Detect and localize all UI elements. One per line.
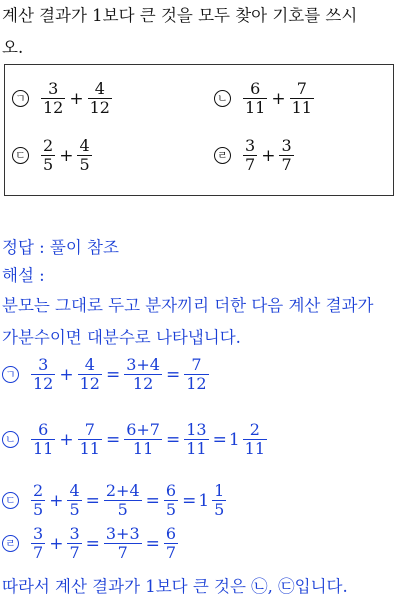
solution-3-sum-denominator: 5 — [117, 500, 128, 519]
solution-3-mixed-fraction — [212, 482, 226, 519]
option-3-fraction-a — [41, 137, 55, 174]
solution-3-sum — [104, 482, 142, 519]
solution-3-result-denominator: 5 — [165, 500, 177, 519]
solution-4-b-numerator: 3 — [69, 524, 80, 543]
option-1-fraction-a — [41, 80, 65, 117]
solution-2-a — [31, 421, 55, 458]
option-mark-ㄷ: ㄷ — [12, 147, 29, 164]
solution-4-b-denominator: 7 — [69, 543, 80, 562]
solution-4-a-denominator: 7 — [33, 543, 44, 562]
option-3-fraction-b-numerator: 4 — [79, 136, 90, 155]
equals-sign: = — [182, 490, 197, 511]
option-mark-ㄱ: ㄱ — [12, 90, 29, 107]
solution-2-sum-denominator: 11 — [132, 439, 154, 458]
solution-2-result-denominator: 11 — [186, 439, 207, 458]
solution-2-a-numerator: 6 — [38, 420, 49, 439]
solution-2-result-numerator: 13 — [186, 420, 207, 439]
solution-4-sum-denominator: 7 — [117, 543, 128, 562]
plus-sign: + — [59, 145, 74, 166]
option-4-fraction-b-denominator: 7 — [281, 155, 292, 174]
plus-sign: + — [261, 145, 276, 166]
explain-text-1: 분모는 그대로 두고 분자끼리 더한 다음 계산 결과가 — [2, 296, 374, 315]
option-4 — [214, 137, 296, 174]
option-1-fraction-b — [88, 80, 112, 117]
solution-4-result-denominator: 7 — [165, 543, 177, 562]
equals-sign: = — [105, 429, 121, 450]
conclusion-text: 따라서 계산 결과가 1보다 큰 것은 ㉡, ㉢입니다. — [2, 577, 348, 596]
solution-3-mixed-number — [198, 482, 228, 519]
answer-label: 정답 : 풀이 참조 — [2, 238, 119, 257]
equals-sign: = — [85, 533, 100, 554]
explain-text-2: 가분수이면 대분수로 나타냅니다. — [2, 328, 241, 347]
solution-1-a-numerator: 3 — [38, 355, 49, 374]
solution-3-b-numerator: 4 — [69, 481, 80, 500]
solution-3-result-numerator: 6 — [165, 481, 177, 500]
solution-1-a-denominator: 12 — [33, 374, 54, 393]
option-mark-ㄴ: ㄴ — [214, 90, 231, 107]
solution-3-mixed-fraction-denominator: 5 — [214, 500, 225, 519]
equals-sign: = — [145, 490, 160, 511]
solution-4-a-numerator: 3 — [33, 524, 44, 543]
equals-sign: = — [165, 364, 181, 385]
solution-2-sum — [124, 421, 162, 458]
equals-sign: = — [145, 533, 160, 554]
question-line-1: 계산 결과가 1보다 큰 것을 모두 찾아 기호를 쓰시 — [2, 6, 358, 25]
option-3-fraction-a-denominator: 5 — [43, 155, 54, 174]
solution-1-result-numerator: 7 — [191, 355, 202, 374]
equals-sign: = — [212, 429, 227, 450]
solution-2 — [2, 421, 269, 458]
solution-4-a — [31, 525, 45, 562]
option-4-fraction-b — [279, 137, 293, 174]
option-4-fraction-a-denominator: 7 — [245, 155, 256, 174]
option-4-fraction-a — [243, 137, 257, 174]
solution-2-b — [78, 421, 102, 458]
solution-2-mixed-fraction — [243, 421, 267, 458]
option-2-fraction-b-denominator: 11 — [291, 98, 312, 117]
plus-sign: + — [49, 490, 64, 511]
solution-3-b — [67, 482, 81, 519]
option-2-fraction-a — [243, 80, 267, 117]
solution-2-mixed-fraction-numerator: 2 — [249, 420, 260, 439]
solution-3-a — [31, 482, 45, 519]
solution-2-b-denominator: 11 — [79, 439, 100, 458]
solution-4 — [2, 525, 180, 562]
plus-sign: + — [59, 364, 74, 385]
solution-2-sum-numerator: 6+7 — [126, 420, 160, 439]
explain-label: 해설 : — [2, 266, 45, 285]
plus-sign: + — [271, 88, 286, 109]
solution-2-mixed-number — [229, 421, 269, 458]
solution-1-b — [78, 356, 102, 393]
solution-4-b — [67, 525, 81, 562]
option-4-fraction-b-numerator: 3 — [281, 136, 292, 155]
option-mark-ㄱ: ㄱ — [2, 366, 19, 383]
solution-3-mixed-fraction-numerator: 1 — [214, 481, 225, 500]
option-2-fraction-a-numerator: 6 — [250, 79, 261, 98]
solution-1-sum-denominator: 12 — [132, 374, 154, 393]
solution-2-a-denominator: 11 — [33, 439, 54, 458]
solution-2-b-numerator: 7 — [84, 420, 95, 439]
mixed-whole: 1 — [198, 490, 210, 511]
option-1-fraction-a-denominator: 12 — [43, 98, 64, 117]
option-mark-ㄹ: ㄹ — [2, 535, 19, 552]
solution-2-result — [184, 421, 208, 458]
option-mark-ㄴ: ㄴ — [2, 431, 19, 448]
option-1 — [12, 80, 114, 117]
equals-sign: = — [85, 490, 100, 511]
option-mark-ㄹ: ㄹ — [214, 147, 231, 164]
option-2-fraction-b — [290, 80, 314, 117]
plus-sign: + — [69, 88, 84, 109]
solution-3-sum-numerator: 2+4 — [105, 481, 140, 500]
option-2-fraction-a-denominator: 11 — [245, 98, 266, 117]
option-4-fraction-a-numerator: 3 — [245, 136, 256, 155]
plus-sign: + — [49, 533, 64, 554]
mixed-whole: 1 — [228, 429, 240, 450]
solution-3-b-denominator: 5 — [69, 500, 80, 519]
solution-1-sum-numerator: 3+4 — [126, 355, 160, 374]
solution-1-result — [184, 356, 208, 393]
question-line-2: 오. — [2, 38, 24, 57]
solution-3-result — [164, 482, 178, 519]
option-3-fraction-a-numerator: 2 — [43, 136, 54, 155]
option-3-fraction-b — [77, 137, 91, 174]
solution-4-sum-numerator: 3+3 — [105, 524, 140, 543]
solution-4-result — [164, 525, 178, 562]
option-2-fraction-b-numerator: 7 — [296, 79, 307, 98]
solution-1-a — [31, 356, 55, 393]
option-1-fraction-b-denominator: 12 — [89, 98, 110, 117]
solution-4-result-numerator: 6 — [165, 524, 177, 543]
solution-3-a-denominator: 5 — [33, 500, 44, 519]
option-1-fraction-a-numerator: 3 — [48, 79, 59, 98]
option-1-fraction-b-numerator: 4 — [94, 79, 105, 98]
solution-1-b-denominator: 12 — [79, 374, 100, 393]
option-mark-ㄷ: ㄷ — [2, 492, 19, 509]
solution-2-mixed-fraction-denominator: 11 — [244, 439, 266, 458]
question-text — [2, 0, 398, 64]
solution-1-b-numerator: 4 — [84, 355, 95, 374]
equals-sign: = — [165, 429, 181, 450]
option-3 — [12, 137, 94, 174]
solution-4-sum — [104, 525, 142, 562]
equals-sign: = — [105, 364, 121, 385]
option-2 — [214, 80, 316, 117]
solution-1-sum — [124, 356, 162, 393]
solution-3-a-numerator: 2 — [33, 481, 44, 500]
solution-3 — [2, 482, 228, 519]
solution-1-result-denominator: 12 — [186, 374, 207, 393]
option-3-fraction-b-denominator: 5 — [79, 155, 90, 174]
solution-1 — [2, 356, 211, 393]
plus-sign: + — [59, 429, 74, 450]
